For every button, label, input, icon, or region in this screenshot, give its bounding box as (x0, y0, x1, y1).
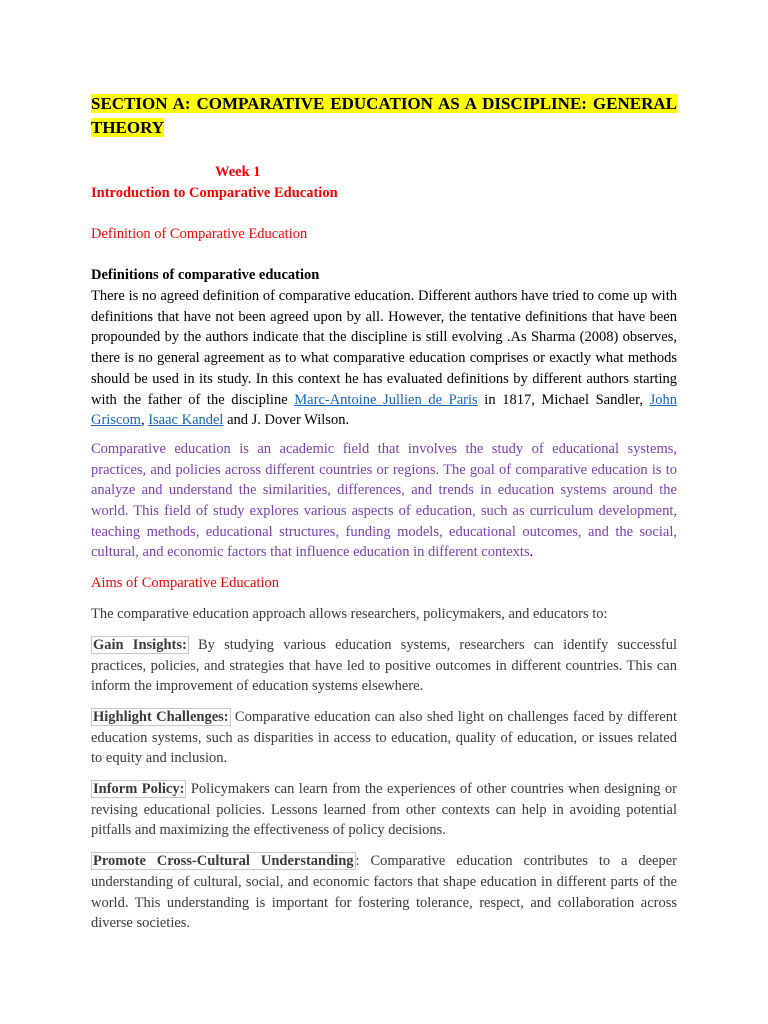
section-title: SECTION A: COMPARATIVE EDUCATION AS A DISCIPLINE: GENERAL THEORY (91, 94, 677, 137)
aim-gain-insights: Gain Insights: By studying various education systems, researchers can identify successful practices, policies, and strategies that have led to positive outcomes in different countries. This can inform the improvement of education systems elsewhere. (91, 636, 677, 695)
definition-heading: Definition of Comparative Education (91, 226, 308, 242)
link-griscom[interactable]: John Griscom (91, 391, 677, 429)
link-kandel[interactable]: Isaac Kandel (148, 412, 224, 429)
aim-highlight-challenges: Highlight Challenges: Comparative education can also shed light on challenges faced by different education systems, such as disparities in access to education, quality of education, or issues related to equity and inclusion. (91, 708, 677, 767)
link-jullien[interactable]: Marc-Antoine Jullien de Paris (294, 391, 478, 408)
aim-label: Promote Cross-Cultural Understanding (93, 853, 354, 870)
comparative-education-paragraph: Comparative education is an academic field that involves the study of educational systems, practices, and policies across different countries or regions. The goal of comparative education is to analyze and understand the similarities, differences, and trends in education systems around the world. This field of study explores various aspects of education, such as curriculum development, teaching methods, educational structures, funding models, educational outcomes, and the social, cultural, and economic factors that influence education in different contexts. (91, 440, 677, 561)
aim-cross-cultural: Promote Cross-Cultural Understanding : Comparative education contributes to a deeper understanding of cultural, social, and economic factors that shape education in different parts of the world. This understanding is important for fostering tolerance, respect, and collaboration across diverse societies. (91, 853, 677, 932)
definitions-paragraph: There is no agreed definition of comparative education. Different authors have tried to come up with definitions that have not been agreed upon by all. However, the tentative definitions that have been propounded by the authors indicate that the discipline is still evolving .As Sharma (2008) observes, there is no general agreement as to what comparative education comprises or exactly what methods should be used in its study. In this context he has evaluated definitions by different authors starting with the father of the discipline Marc-Antoine Jullien de Paris in 1817, Michael Sandler, John Griscom, Isaac Kandel and J. Dover Wilson. (91, 288, 677, 429)
aim-label: Highlight Challenges: (93, 708, 229, 725)
intro-heading: Introduction to Comparative Education (91, 185, 338, 201)
aims-intro: The comparative education approach allows researchers, policymakers, and educators to: (91, 606, 608, 623)
aims-heading: Aims of Comparative Education (91, 575, 280, 592)
definitions-subheading: Definitions of comparative education (91, 267, 320, 283)
aim-inform-policy: Inform Policy: Policymakers can learn from the experiences of other countries when designing or revising educational policies. Lessons learned from other contexts can help in avoiding potential pitfalls and maximizing the effectiveness of policy decisions. (91, 781, 677, 839)
week-label: Week 1 (215, 164, 261, 180)
aim-label: Inform Policy: (93, 781, 185, 798)
aim-label: Gain Insights: (93, 636, 187, 653)
